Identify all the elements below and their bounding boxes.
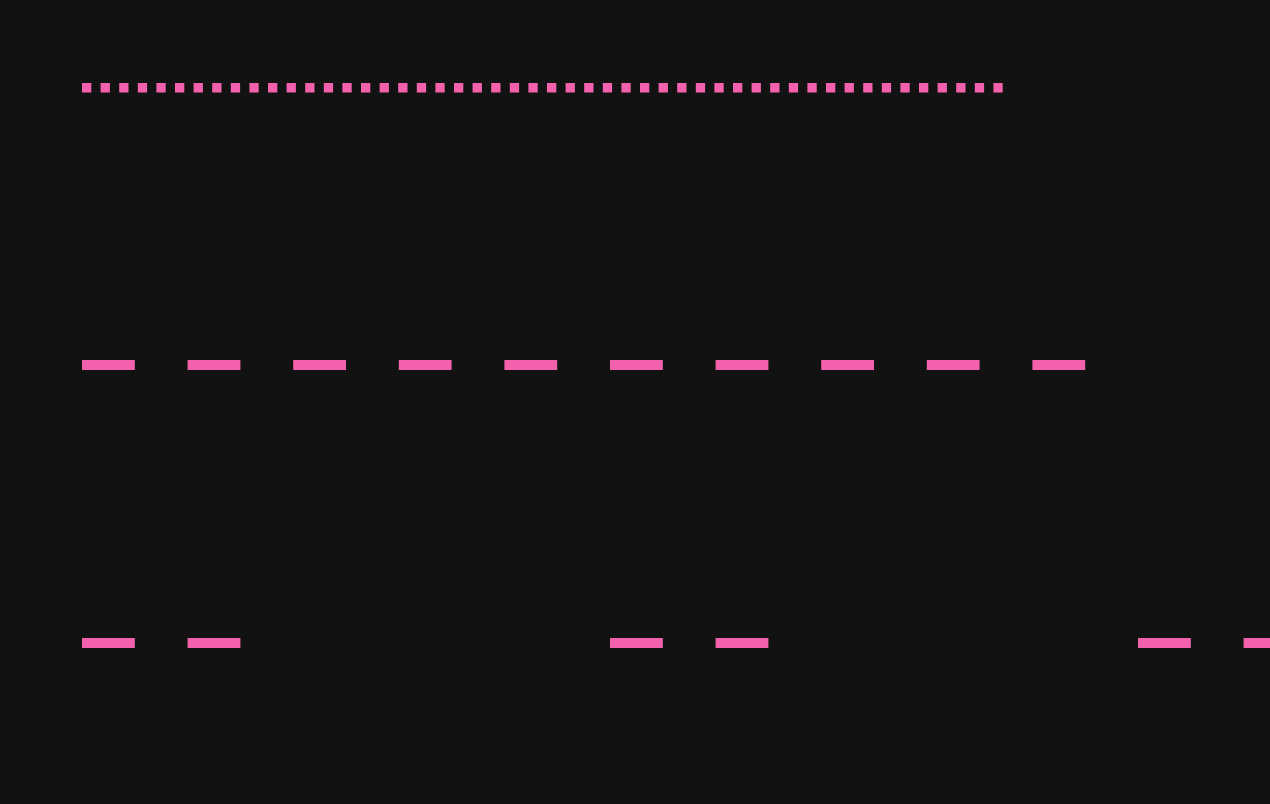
dotted-line-segment	[826, 83, 835, 93]
dotted-line-segment	[975, 83, 984, 93]
dotted-line-segment	[659, 83, 668, 93]
dotted-line-segment	[919, 83, 928, 93]
dash-gap-line-segment	[1244, 638, 1270, 648]
dotted-line-segment	[287, 83, 296, 93]
dotted-line-segment	[677, 83, 686, 93]
dotted-line-segment	[398, 83, 407, 93]
dash-gap-line	[82, 638, 1270, 648]
dotted-line-segment	[82, 83, 91, 93]
dotted-line-segment	[714, 83, 723, 93]
dashed-line-segment	[1032, 360, 1085, 370]
dotted-line-segment	[770, 83, 779, 93]
dotted-line-segment	[268, 83, 277, 93]
dotted-line	[82, 83, 1003, 93]
dotted-line-segment	[119, 83, 128, 93]
dotted-line-segment	[640, 83, 649, 93]
dotted-line-segment	[547, 83, 556, 93]
dash-gap-line-segment	[82, 638, 135, 648]
dash-gap-line-segment	[610, 638, 663, 648]
dotted-line-segment	[249, 83, 258, 93]
dash-gap-line-segment	[188, 638, 241, 648]
dotted-line-segment	[752, 83, 761, 93]
dotted-line-segment	[733, 83, 742, 93]
dotted-line-segment	[156, 83, 165, 93]
dashed-line-segment	[188, 360, 241, 370]
dashed-line-segment	[399, 360, 452, 370]
dotted-line-segment	[491, 83, 500, 93]
dotted-line-segment	[473, 83, 482, 93]
dotted-line-segment	[361, 83, 370, 93]
dotted-line-segment	[900, 83, 909, 93]
dashed-line-segment	[504, 360, 557, 370]
dashed-line-segment	[293, 360, 346, 370]
dotted-line-segment	[305, 83, 314, 93]
dotted-line-segment	[342, 83, 351, 93]
dotted-line-segment	[603, 83, 612, 93]
dashed-line-segment	[82, 360, 135, 370]
dotted-line-segment	[882, 83, 891, 93]
dash-gap-line-segment	[1138, 638, 1191, 648]
dotted-line-segment	[789, 83, 798, 93]
dotted-line-segment	[231, 83, 240, 93]
dotted-line-segment	[807, 83, 816, 93]
dashed-line-segment	[821, 360, 874, 370]
dotted-line-segment	[863, 83, 872, 93]
dotted-line-segment	[212, 83, 221, 93]
dotted-line-segment	[956, 83, 965, 93]
dotted-line-segment	[528, 83, 537, 93]
dotted-line-segment	[417, 83, 426, 93]
dotted-line-segment	[621, 83, 630, 93]
dotted-line-segment	[584, 83, 593, 93]
dash-gap-line-segment	[716, 638, 769, 648]
dotted-line-segment	[324, 83, 333, 93]
dotted-line-segment	[101, 83, 110, 93]
dashed-line-segment	[610, 360, 663, 370]
dotted-line-segment	[696, 83, 705, 93]
dashed-line	[82, 360, 1085, 370]
dotted-line-segment	[454, 83, 463, 93]
dotted-line-segment	[138, 83, 147, 93]
dotted-line-segment	[993, 83, 1002, 93]
dotted-line-segment	[435, 83, 444, 93]
dotted-line-segment	[380, 83, 389, 93]
dotted-line-segment	[194, 83, 203, 93]
dashed-line-segment	[927, 360, 980, 370]
dotted-line-segment	[938, 83, 947, 93]
dotted-line-segment	[566, 83, 575, 93]
dashed-line-segment	[716, 360, 769, 370]
dotted-line-segment	[510, 83, 519, 93]
dotted-line-segment	[175, 83, 184, 93]
dotted-line-segment	[845, 83, 854, 93]
